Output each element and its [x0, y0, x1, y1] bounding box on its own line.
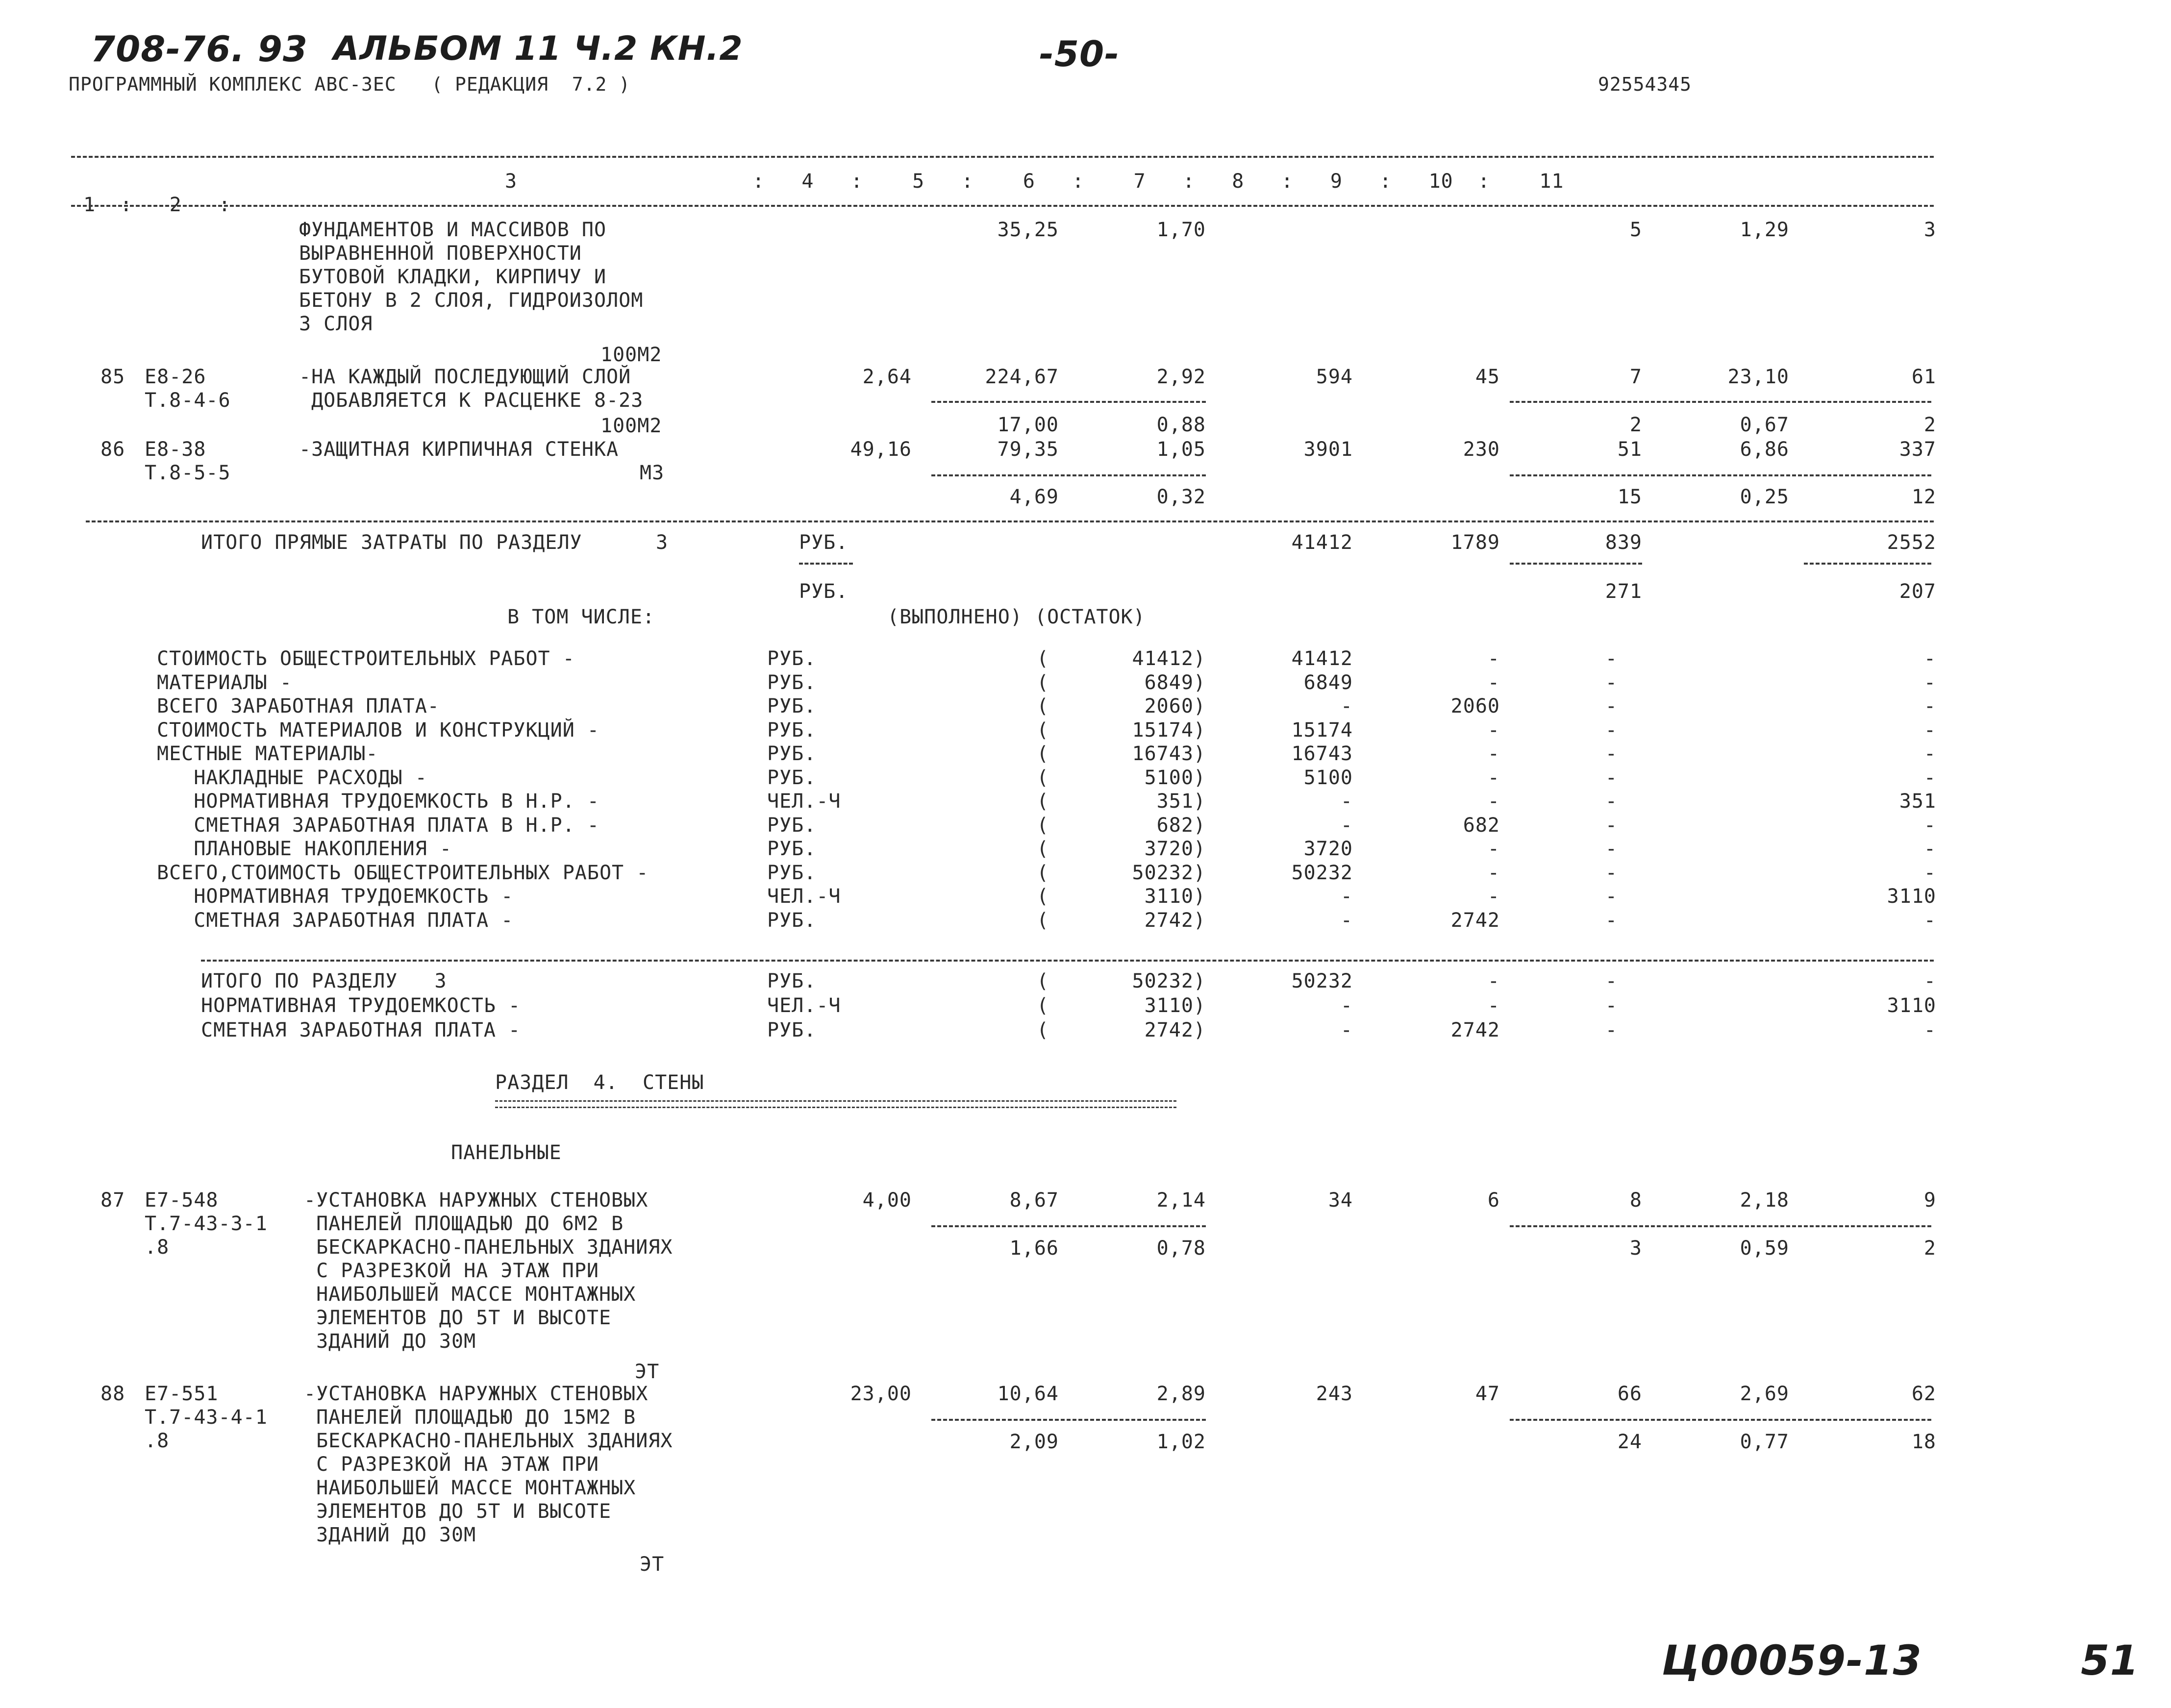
sheet-number: 51: [2081, 1636, 2139, 1684]
summary-c9: -: [1605, 838, 1618, 860]
header-rule-top: [71, 156, 1934, 158]
cell-c7: 594: [1316, 366, 1353, 388]
unit-label: М3: [640, 462, 665, 484]
totals-underline: [1510, 563, 1642, 565]
summary-paren: (: [1037, 909, 1049, 932]
cell-s11: 2: [1923, 1237, 1936, 1260]
cell-c6: 1,05: [1156, 438, 1206, 461]
cell-s5: 2,09: [1009, 1431, 1059, 1453]
summary-paren: (: [1037, 885, 1049, 908]
summary-paren: (: [1037, 838, 1049, 860]
summary-unit: РУБ.: [767, 1019, 817, 1041]
column-headers: 1 : 2 :: [83, 194, 231, 216]
summary-c9: -: [1605, 970, 1618, 992]
summary-rest: 2742): [1144, 909, 1206, 932]
totals-c9: 839: [1605, 531, 1642, 554]
cell-c10: 6,86: [1740, 438, 1789, 461]
unit-label: ЭТ: [635, 1361, 660, 1383]
summary-c9: -: [1605, 790, 1618, 813]
totals-unit: РУБ.: [799, 531, 848, 554]
summary-paren: (: [1037, 766, 1049, 789]
cell-s9: 15: [1617, 486, 1642, 508]
summary-paren: (: [1037, 647, 1049, 670]
summary-c8: -: [1487, 861, 1500, 884]
summary-c8: -: [1487, 743, 1500, 765]
summary-c7: -: [1340, 1019, 1353, 1041]
totals-c8: 1789: [1450, 531, 1500, 554]
summary-label: НОРМАТИВНАЯ ТРУДОЕМКОСТЬ -: [157, 885, 514, 908]
summary-rest: 682): [1156, 814, 1206, 837]
cell-c5: 35,25: [997, 219, 1059, 241]
summary-rest: 16743): [1132, 743, 1206, 765]
summary-label: НОРМАТИВНАЯ ТРУДОЕМКОСТЬ В Н.Р. -: [157, 790, 599, 813]
unit-label: 100М2: [600, 415, 662, 437]
summary-c7: -: [1340, 814, 1353, 837]
row-code: Е8-26 Т.8-4-6: [145, 366, 231, 412]
column-header-3: 3: [505, 170, 518, 193]
summary-c11: -: [1923, 671, 1936, 694]
summary-c8: -: [1487, 885, 1500, 908]
summary-paren: (: [1037, 1019, 1049, 1041]
summary-c9: -: [1605, 885, 1618, 908]
summary-c9: -: [1605, 994, 1618, 1017]
summary-label: ПЛАНОВЫЕ НАКОПЛЕНИЯ -: [157, 838, 452, 860]
summary-c9: -: [1605, 647, 1618, 670]
cell-c11: 61: [1911, 366, 1936, 388]
summary-c11: -: [1923, 814, 1936, 837]
subtotal-rule: [931, 401, 1206, 403]
summary-c8: 2060: [1450, 695, 1500, 718]
summary-c8: -: [1487, 718, 1500, 742]
unit-label: 100М2: [600, 344, 662, 366]
cell-s9: 24: [1617, 1431, 1642, 1453]
row-number: 87: [100, 1189, 125, 1212]
including-label: В ТОМ ЧИСЛЕ:: [507, 606, 655, 628]
cell-c4: 49,16: [850, 438, 912, 461]
archive-stamp: Ц00059-13: [1662, 1636, 1922, 1684]
summary-c9: -: [1605, 909, 1618, 932]
cell-s5: 17,00: [997, 414, 1059, 436]
totals-c7: 41412: [1291, 531, 1353, 554]
summary-c8: 682: [1463, 814, 1500, 837]
summary-c7: 15174: [1291, 718, 1353, 742]
summary-c9: -: [1605, 814, 1618, 837]
row-description: -УСТАНОВКА НАРУЖНЫХ СТЕНОВЫХ ПАНЕЛЕЙ ПЛОЩАДЬЮ ДО 6М2 В БЕСКАРКАСНО-ПАНЕЛЬНЫХ ЗДАНИЯХ С РАЗРЕЗКОЙ НА ЭТАЖ ПРИ НАИБОЛЬШЕЙ МАССЕ МОНТАЖНЫХ ЭЛЕМЕНТОВ ДО 5Т И ВЫСОТЕ ЗДАНИЙ ДО 30М: [304, 1189, 673, 1353]
summary-unit: РУБ.: [767, 861, 817, 884]
cell-c9: 5: [1629, 219, 1642, 241]
summary-c11: -: [1923, 695, 1936, 718]
summary-c9: -: [1605, 1019, 1618, 1041]
summary-c7: 5100: [1303, 766, 1353, 789]
totals-s11: 207: [1899, 580, 1936, 603]
summary-unit: РУБ.: [767, 647, 817, 670]
cell-c10: 23,10: [1727, 366, 1789, 388]
summary-c7: 50232: [1291, 970, 1353, 992]
summary-c8: 2742: [1450, 1019, 1500, 1041]
summary-c11: -: [1923, 909, 1936, 932]
summary-paren: (: [1037, 671, 1049, 694]
summary-label: СТОИМОСТЬ МАТЕРИАЛОВ И КОНСТРУКЦИЙ -: [157, 718, 599, 742]
cell-s11: 2: [1923, 414, 1936, 436]
summary-unit: РУБ.: [767, 743, 817, 765]
summary-c11: 3110: [1887, 885, 1936, 908]
cell-s5: 4,69: [1009, 486, 1059, 508]
summary-rest: 2742): [1144, 1019, 1206, 1041]
summary-unit: РУБ.: [767, 718, 817, 742]
summary-c8: -: [1487, 790, 1500, 813]
totals-underline: [799, 563, 853, 565]
cell-c11: 3: [1923, 219, 1936, 241]
summary-c8: 2742: [1450, 909, 1500, 932]
summary-label: НОРМАТИВНАЯ ТРУДОЕМКОСТЬ -: [201, 994, 521, 1017]
summary-unit: РУБ.: [767, 838, 817, 860]
cell-c6: 2,92: [1156, 366, 1206, 388]
summary-c8: -: [1487, 970, 1500, 992]
summary-c11: -: [1923, 743, 1936, 765]
summary-unit: РУБ.: [767, 695, 817, 718]
cell-c7: 34: [1328, 1189, 1353, 1212]
section-title-underline: [495, 1100, 1176, 1108]
cell-c8: 45: [1475, 366, 1500, 388]
summary-c9: -: [1605, 695, 1618, 718]
summary-c7: 50232: [1291, 861, 1353, 884]
summary-rest: 41412): [1132, 647, 1206, 670]
summary-c7: -: [1340, 695, 1353, 718]
summary-label: СМЕТНАЯ ЗАРАБОТНАЯ ПЛАТА В Н.Р. -: [157, 814, 599, 837]
summary-label: СТОИМОСТЬ ОБЩЕСТРОИТЕЛЬНЫХ РАБОТ -: [157, 647, 575, 670]
cell-s10: 0,59: [1740, 1237, 1789, 1260]
totals-rule: [86, 520, 1934, 522]
summary-rest: 2060): [1144, 695, 1206, 718]
summary-c7: 3720: [1303, 838, 1353, 860]
cell-c5: 10,64: [997, 1383, 1059, 1405]
cell-c8: 47: [1475, 1383, 1500, 1405]
summary-c11: -: [1923, 1019, 1936, 1041]
summary-c9: -: [1605, 671, 1618, 694]
document-code: 708-76. 93: [91, 28, 308, 70]
cell-c9: 66: [1617, 1383, 1642, 1405]
cell-c11: 62: [1911, 1383, 1936, 1405]
subtotal-rule: [1510, 1225, 1931, 1227]
subtotal-rule: [1510, 401, 1931, 403]
cell-s9: 2: [1629, 414, 1642, 436]
summary-paren: (: [1037, 743, 1049, 765]
summary-unit: РУБ.: [767, 671, 817, 694]
summary-c11: -: [1923, 718, 1936, 742]
page-number: -50-: [1039, 33, 1120, 74]
summary-paren: (: [1037, 814, 1049, 837]
summary-paren: (: [1037, 861, 1049, 884]
cell-s10: 0,67: [1740, 414, 1789, 436]
cell-s6: 0,88: [1156, 414, 1206, 436]
summary-c11: 351: [1899, 790, 1936, 813]
summary-label: СМЕТНАЯ ЗАРАБОТНАЯ ПЛАТА -: [157, 909, 514, 932]
cell-c5: 79,35: [997, 438, 1059, 461]
summary-c8: -: [1487, 994, 1500, 1017]
summary-c11: -: [1923, 647, 1936, 670]
cell-c4: 2,64: [862, 366, 912, 388]
cell-c6: 2,89: [1156, 1383, 1206, 1405]
cell-c6: 2,14: [1156, 1189, 1206, 1212]
summary-paren: (: [1037, 970, 1049, 992]
row-number: 88: [100, 1383, 125, 1405]
summary-c7: -: [1340, 994, 1353, 1017]
summary-unit: РУБ.: [767, 909, 817, 932]
summary-unit: ЧЕЛ.-Ч: [767, 790, 841, 813]
row-code: Е8-38 Т.8-5-5: [145, 438, 231, 484]
summary-rest: 3110): [1144, 885, 1206, 908]
row-description: -ЗАЩИТНАЯ КИРПИЧНАЯ СТЕНКА: [299, 438, 619, 461]
summary-paren: (: [1037, 790, 1049, 813]
summary-unit: ЧЕЛ.-Ч: [767, 994, 841, 1017]
summary-c7: 6849: [1303, 671, 1353, 694]
totals-unit-2: РУБ.: [799, 580, 848, 603]
summary-unit: ЧЕЛ.-Ч: [767, 885, 841, 908]
row-code: Е7-551 Т.7-43-4-1 .8: [145, 1383, 268, 1452]
summary-c11: 3110: [1887, 994, 1936, 1017]
summary-c9: -: [1605, 743, 1618, 765]
summary-c7: -: [1340, 885, 1353, 908]
album-reference: АЛЬБОМ 11 Ч.2 КН.2: [333, 29, 743, 68]
totals-label: ИТОГО ПРЯМЫЕ ЗАТРАТЫ ПО РАЗДЕЛУ 3: [201, 531, 669, 554]
summary-c7: 16743: [1291, 743, 1353, 765]
summary-c7: -: [1340, 790, 1353, 813]
cell-c11: 337: [1899, 438, 1936, 461]
cell-s10: 0,77: [1740, 1431, 1789, 1453]
header-rule-bottom: [71, 205, 1934, 207]
summary-c11: -: [1923, 766, 1936, 789]
subtotal-rule: [931, 1419, 1206, 1421]
cell-s11: 18: [1911, 1431, 1936, 1453]
cell-s6: 0,78: [1156, 1237, 1206, 1260]
summary-c8: -: [1487, 647, 1500, 670]
summary-label: МЕСТНЫЕ МАТЕРИАЛЫ-: [157, 743, 378, 765]
cell-c10: 1,29: [1740, 219, 1789, 241]
totals-underline: [1804, 563, 1931, 565]
cell-c11: 9: [1923, 1189, 1936, 1212]
summary-rest: 5100): [1144, 766, 1206, 789]
summary-rest: 6849): [1144, 671, 1206, 694]
summary-c11: -: [1923, 838, 1936, 860]
summary-paren: (: [1037, 994, 1049, 1017]
summary-rest: 15174): [1132, 718, 1206, 742]
summary-c7: 41412: [1291, 647, 1353, 670]
summary-unit: РУБ.: [767, 970, 817, 992]
summary-label: НАКЛАДНЫЕ РАСХОДЫ -: [157, 766, 427, 789]
summary-c9: -: [1605, 718, 1618, 742]
cell-c4: 4,00: [862, 1189, 912, 1212]
summary-label: ИТОГО ПО РАЗДЕЛУ 3: [201, 970, 447, 992]
summary-rest: 3720): [1144, 838, 1206, 860]
row-number: 85: [100, 366, 125, 388]
subtotal-rule: [1510, 474, 1931, 476]
summary-label: СМЕТНАЯ ЗАРАБОТНАЯ ПЛАТА -: [201, 1019, 521, 1041]
cell-c8: 230: [1463, 438, 1500, 461]
cell-c9: 8: [1629, 1189, 1642, 1212]
cell-s10: 0,25: [1740, 486, 1789, 508]
cell-s5: 1,66: [1009, 1237, 1059, 1260]
row-description: -НА КАЖДЫЙ ПОСЛЕДУЮЩИЙ СЛОЙ ДОБАВЛЯЕТСЯ К РАСЦЕНКЕ 8-23: [299, 366, 644, 412]
summary-rest: 50232): [1132, 861, 1206, 884]
cell-c7: 3901: [1303, 438, 1353, 461]
cell-s9: 3: [1629, 1237, 1642, 1260]
summary-c8: -: [1487, 766, 1500, 789]
including-columns: (ВЫПОЛНЕНО) (ОСТАТОК): [887, 606, 1146, 628]
summary-unit: РУБ.: [767, 814, 817, 837]
document-id: 92554345: [1598, 74, 1692, 95]
summary-c9: -: [1605, 766, 1618, 789]
cell-c9: 51: [1617, 438, 1642, 461]
summary-label: ВСЕГО ЗАРАБОТНАЯ ПЛАТА-: [157, 695, 440, 718]
subtotal-rule: [1510, 1419, 1931, 1421]
cell-c9: 7: [1629, 366, 1642, 388]
summary-paren: (: [1037, 695, 1049, 718]
summary-unit: РУБ.: [767, 766, 817, 789]
totals-s9: 271: [1605, 580, 1642, 603]
summary-c9: -: [1605, 861, 1618, 884]
summary-paren: (: [1037, 718, 1049, 742]
program-title: ПРОГРАММНЫЙ КОМПЛЕКС АВС-3ЕС ( РЕДАКЦИЯ 7.2 ): [69, 74, 631, 95]
summary-rest: 50232): [1132, 970, 1206, 992]
summary-rest: 3110): [1144, 994, 1206, 1017]
cell-c4: 23,00: [850, 1383, 912, 1405]
row-code: Е7-548 Т.7-43-3-1 .8: [145, 1189, 268, 1259]
cell-s11: 12: [1911, 486, 1936, 508]
column-headers-right: : 4 : 5 : 6 : 7 : 8 : 9 : 10 : 11: [752, 170, 1564, 193]
cell-c10: 2,69: [1740, 1383, 1789, 1405]
subtotal-rule: [931, 1225, 1206, 1227]
cell-c8: 6: [1487, 1189, 1500, 1212]
summary-c11: -: [1923, 970, 1936, 992]
cell-c10: 2,18: [1740, 1189, 1789, 1212]
row-number: 86: [100, 438, 125, 461]
summary-c8: -: [1487, 671, 1500, 694]
summary-label: ВСЕГО,СТОИМОСТЬ ОБЩЕСТРОИТЕЛЬНЫХ РАБОТ -: [157, 861, 649, 884]
summary-rest: 351): [1156, 790, 1206, 813]
cell-s6: 0,32: [1156, 486, 1206, 508]
cell-c5: 224,67: [985, 366, 1059, 388]
section-subtitle: ПАНЕЛЬНЫЕ: [451, 1141, 562, 1164]
row-description: -УСТАНОВКА НАРУЖНЫХ СТЕНОВЫХ ПАНЕЛЕЙ ПЛОЩАДЬЮ ДО 15М2 В БЕСКАРКАСНО-ПАНЕЛЬНЫХ ЗДАНИЯХ С РАЗРЕЗКОЙ НА ЭТАЖ ПРИ НАИБОЛЬШЕЙ МАССЕ МОНТАЖНЫХ ЭЛЕМЕНТОВ ДО 5Т И ВЫСОТЕ ЗДАНИЙ ДО 30М: [304, 1383, 673, 1546]
summary-c7: -: [1340, 909, 1353, 932]
section-title: РАЗДЕЛ 4. СТЕНЫ: [495, 1071, 704, 1094]
summary-label: МАТЕРИАЛЫ -: [157, 671, 292, 694]
unit-label: ЭТ: [640, 1553, 665, 1576]
row-description: ФУНДАМЕНТОВ И МАССИВОВ ПО ВЫРАВНЕННОЙ ПОВЕРХНОСТИ БУТОВОЙ КЛАДКИ, КИРПИЧУ И БЕТОНУ В 2 СЛОЯ, ГИДРОИЗОЛОМ 3 СЛОЯ: [299, 219, 644, 335]
cell-c5: 8,67: [1009, 1189, 1059, 1212]
cell-c7: 243: [1316, 1383, 1353, 1405]
totals-c11: 2552: [1887, 531, 1936, 554]
section-total-rule: [201, 960, 1934, 962]
subtotal-rule: [931, 474, 1206, 476]
summary-c8: -: [1487, 838, 1500, 860]
cell-c6: 1,70: [1156, 219, 1206, 241]
summary-c11: -: [1923, 861, 1936, 884]
cell-s6: 1,02: [1156, 1431, 1206, 1453]
